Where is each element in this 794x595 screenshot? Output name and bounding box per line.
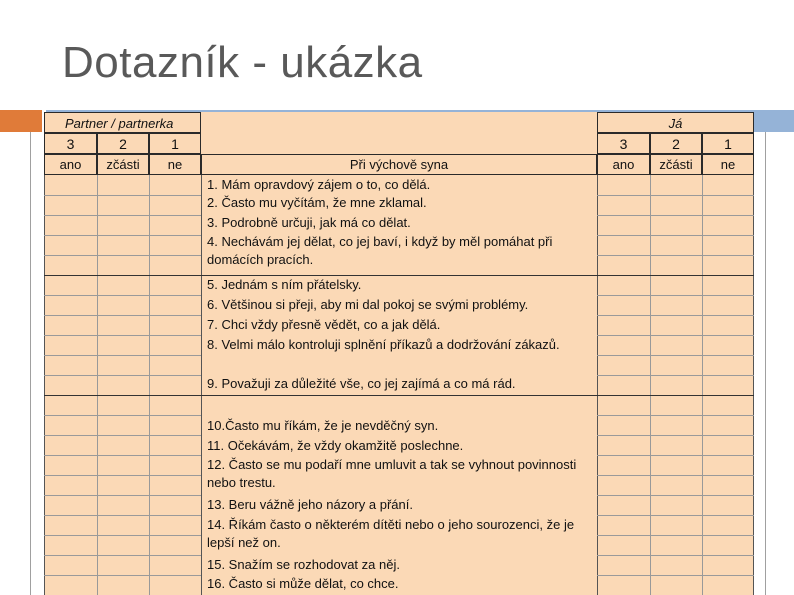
question-15: 15. Snažím se rozhodovat za něj. bbox=[207, 557, 400, 572]
grid-vline bbox=[201, 175, 202, 595]
right-frame-line bbox=[765, 132, 766, 595]
grid-hline bbox=[44, 535, 201, 536]
slide-title: Dotazník - ukázka bbox=[62, 38, 423, 87]
left-frame-line bbox=[30, 132, 31, 595]
grid-hline bbox=[44, 415, 201, 416]
grid-hline bbox=[44, 575, 201, 576]
partner-scale-2: 2 bbox=[97, 133, 149, 154]
grid-hline bbox=[597, 215, 754, 216]
grid-hline bbox=[44, 335, 201, 336]
partner-label-zcasti: zčásti bbox=[97, 154, 149, 175]
grid-hline bbox=[597, 295, 754, 296]
grid-vline bbox=[97, 175, 98, 595]
grid-hline bbox=[597, 435, 754, 436]
grid-hline bbox=[597, 235, 754, 236]
grid-hline bbox=[44, 235, 201, 236]
grid-hline bbox=[44, 375, 201, 376]
grid-hline bbox=[597, 575, 754, 576]
grid-hline bbox=[597, 315, 754, 316]
grid-hline bbox=[597, 195, 754, 196]
grid-hline bbox=[597, 515, 754, 516]
question-5: 5. Jednám s ním přátelsky. bbox=[207, 277, 362, 292]
self-header: Já bbox=[597, 112, 754, 133]
grid-vline bbox=[597, 175, 598, 595]
grid-hline bbox=[44, 495, 201, 496]
question-4: 4. Nechávám jej dělat, co jej baví, i když by měl pomáhat při domácích pracích. bbox=[207, 234, 553, 267]
question-6: 6. Většinou si přeji, aby mi dal pokoj se svými problémy. bbox=[207, 297, 529, 312]
grid-hline bbox=[44, 215, 201, 216]
partner-label-ano: ano bbox=[44, 154, 97, 175]
self-scale-1: 1 bbox=[702, 133, 754, 154]
grid-hline bbox=[597, 555, 754, 556]
grid-hline bbox=[597, 415, 754, 416]
self-label-zcasti: zčásti bbox=[650, 154, 702, 175]
grid-vline bbox=[650, 175, 651, 595]
partner-scale-3: 3 bbox=[44, 133, 97, 154]
accent-bar bbox=[0, 110, 42, 132]
question-12: 12. Často se mu podaří mne umluvit a tak se vyhnout povinnosti nebo trestu. bbox=[207, 457, 577, 490]
grid-hline bbox=[44, 435, 201, 436]
questionnaire-table bbox=[44, 112, 754, 595]
grid-hline bbox=[597, 375, 754, 376]
grid-hline bbox=[597, 335, 754, 336]
question-7: 7. Chci vždy přesně vědět, co a jak dělá. bbox=[207, 317, 441, 332]
grid-vline bbox=[44, 175, 45, 595]
grid-hline bbox=[597, 355, 754, 356]
question-14: 14. Říkám často o některém dítěti nebo o jeho sourozenci, že je lepší než on. bbox=[207, 517, 575, 550]
grid-hline bbox=[597, 495, 754, 496]
question-10: 10.Často mu říkám, že je nevděčný syn. bbox=[207, 418, 439, 433]
grid-hline bbox=[597, 455, 754, 456]
question-3: 3. Podrobně určuji, jak má co dělat. bbox=[207, 215, 411, 230]
grid-hline bbox=[44, 295, 201, 296]
self-scale-2: 2 bbox=[650, 133, 702, 154]
grid-vline bbox=[702, 175, 703, 595]
partner-header: Partner / partnerka bbox=[44, 112, 201, 133]
grid-hline bbox=[597, 535, 754, 536]
self-label-ne: ne bbox=[702, 154, 754, 175]
grid-hline bbox=[44, 195, 201, 196]
grid-hline bbox=[44, 355, 201, 356]
self-scale-3: 3 bbox=[597, 133, 650, 154]
partner-scale-1: 1 bbox=[149, 133, 201, 154]
grid-vline bbox=[753, 175, 754, 595]
grid-hline bbox=[44, 455, 201, 456]
question-1: 1. Mám opravdový zájem o to, co dělá. bbox=[207, 177, 431, 192]
grid-hline bbox=[597, 475, 754, 476]
grid-vline bbox=[149, 175, 150, 595]
question-2: 2. Často mu vyčítám, že mne zklamal. bbox=[207, 195, 427, 210]
center-header: Při výchově syna bbox=[201, 154, 597, 175]
grid-hline bbox=[597, 255, 754, 256]
self-label-ano: ano bbox=[597, 154, 650, 175]
question-8: 8. Velmi málo kontroluji splnění příkazů a dodržování zákazů. bbox=[207, 337, 560, 352]
partner-label-ne: ne bbox=[149, 154, 201, 175]
grid-hline bbox=[44, 255, 201, 256]
grid-hline bbox=[44, 315, 201, 316]
question-11: 11. Očekávám, že vždy okamžitě poslechne. bbox=[207, 438, 464, 453]
question-13: 13. Beru vážně jeho názory a přání. bbox=[207, 497, 413, 512]
grid-hline bbox=[44, 515, 201, 516]
question-16: 16. Často si může dělat, co chce. bbox=[207, 576, 399, 591]
grid-hline bbox=[44, 555, 201, 556]
grid-hline bbox=[44, 475, 201, 476]
question-9: 9. Považuji za důležité vše, co jej zajímá a co má rád. bbox=[207, 376, 516, 391]
group-divider bbox=[44, 395, 754, 396]
